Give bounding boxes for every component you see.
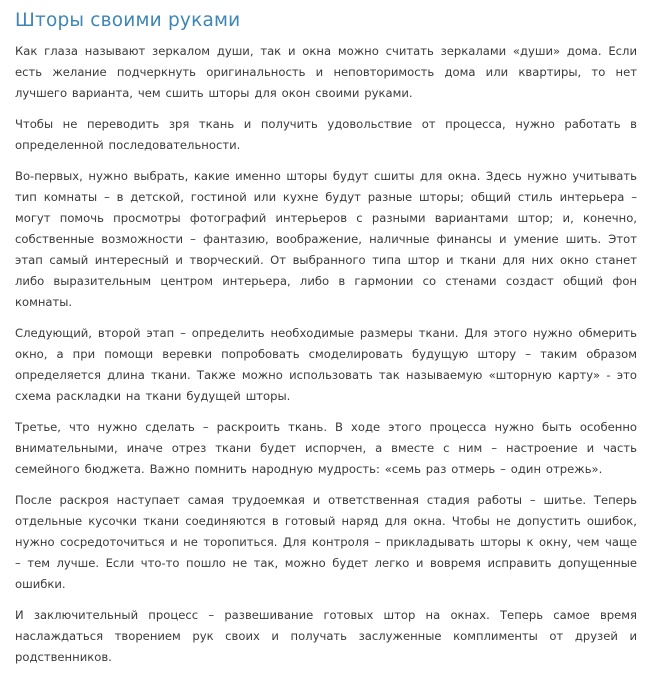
paragraph-step-sew: После раскроя наступает самая трудоемкая и ответственная стадия работы – шитье. Теперь отдельные кусочки ткани соединяются в готовый наряд для окна. Чтобы не допустить ошибок, нужно сосредоточиться и не торопиться. Для контроля – прикладывать шторы к окну, чем чаще – тем лучше. Если что-то пошло не так, можно будет легко и вовремя исправить допущенные ошибки. xyxy=(15,493,637,591)
paragraph-sequence: Чтобы не переводить зря ткань и получить удовольствие от процесса, нужно работать в определенной последовательности. xyxy=(15,117,637,152)
paragraph-intro: Как глаза называют зеркалом души, так и окна можно считать зеркалами «души» дома. Если есть желание подчеркнуть оригинальность и неповторимость дома или квартиры, то нет лучшего варианта, чем сшить шторы для окон своими руками. xyxy=(15,44,637,100)
paragraph-step-hang: И заключительный процесс – развешивание готовых штор на окнах. Теперь самое время наслаждаться творением рук своих и получать заслуженные комплименты от друзей и родственников. xyxy=(15,608,637,664)
paragraph-step-measure: Следующий, второй этап – определить необходимые размеры ткани. Для этого нужно обмерить окно, а при помощи веревки попробовать смоделировать будущую штору – таким образом определяется длина ткани. Также можно использовать так называемую «шторную карту» - это схема раскладки на ткани будущей шторы. xyxy=(15,326,637,403)
paragraph-step-choose: Во-первых, нужно выбрать, какие именно шторы будут сшиты для окна. Здесь нужно учитывать тип комнаты – в детской, гостиной или кухне будут разные шторы; общий стиль интерьера – могут помочь просмотры фотографий интерьеров с разными вариантами штор; и, конечно, собственные возможности – фантазию, воображение, наличные финансы и умение шить. Этот этап самый интересный и творческий. От выбранного типа штор и ткани для них окно станет либо выразительным центром интерьера, либо в гармонии со стенами создаст общий фон комнаты. xyxy=(15,169,637,309)
article xyxy=(15,8,637,678)
article-title: Шторы своими руками xyxy=(15,10,241,31)
paragraph-step-cut: Третье, что нужно сделать – раскроить ткань. В ходе этого процесса нужно быть особенно внимательными, иначе отрез ткани будет испорчен, а вместе с ним – настроение и часть семейного бюджета. Важно помнить народную мудрость: «семь раз отмерь – один отрежь». xyxy=(15,420,637,476)
